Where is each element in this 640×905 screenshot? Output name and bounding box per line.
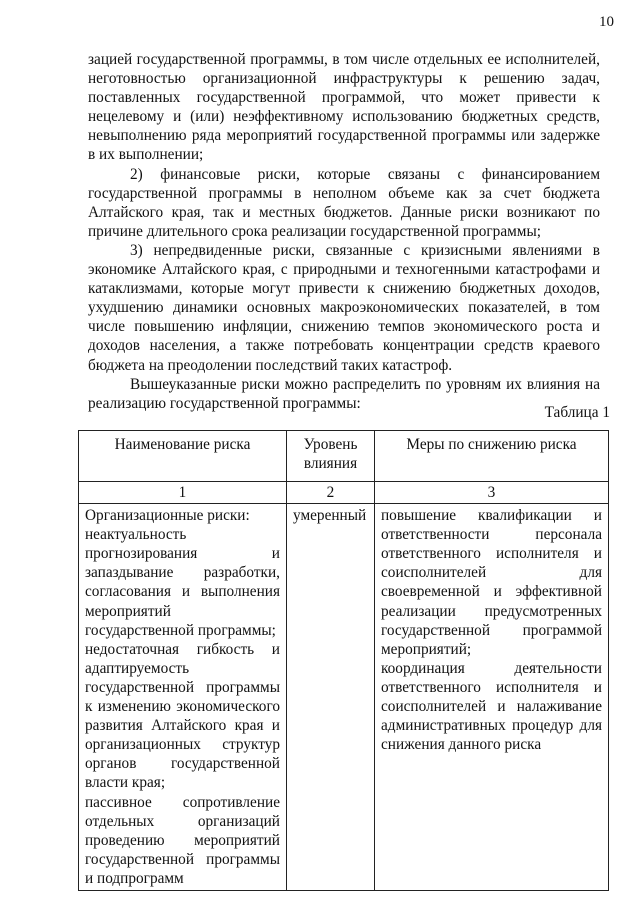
header-impact-level: Уровень влияния [287,431,375,482]
column-number-1: 1 [79,482,287,504]
paragraph-1: зацией государственной программы, в том числе отдельных ее исполнителей, неготовностью организационной инфраструктуры к решению задач, поставленных государственной программой, что может привести к нецелевому и (или) неэффективному использованию бюджетных средств, невыполнению ряда мероприятий государственной программы или задержке в их выполнении; [88,51,600,164]
risk-table [78,430,609,891]
paragraph-4: Вышеуказанные риски можно распределить по уровням их влияния на реализацию государственной программы: [88,375,600,412]
column-number-2: 2 [287,482,375,504]
table-row [79,504,609,891]
header-mitigation-measures: Меры по снижению риска [375,431,609,482]
risk-line: пассивное сопротивление отдельных организаций проведению мероприятий государственной программы и подпрограмм [85,793,280,887]
risk-line: недостаточная гибкость и адаптируемость государственной программы к изменению экономического развития Алтайского края и организационных структур органов государственной власти края; [85,640,280,792]
table-column-number-row [79,482,609,504]
paragraph-2: 2) финансовые риски, которые связаны с финансированием государственной программы в неполном объеме как за счет бюджета Алтайского края, так и местных бюджетов. Данные риски возникают по причине длительного срока реализации государственной программы; [88,165,600,240]
body-text [88,50,600,413]
measure-line: повышение квалификации и ответственности персонала ответственного исполнителя и соисполнителей для своевременной и эффективной реализации предусмотренных государственной программой мероприятий; [381,507,602,658]
table-header-row [79,431,609,482]
mitigation-measures-cell [375,504,609,891]
paragraph-3: 3) непредвиденные риски, связанные с кризисными явлениями в экономике Алтайского края, с природными и техногенными катастрофами и катаклизмами, которые могут привести к снижению бюджетных доходов, ухудшению динамики основных макроэкономических показателей, в том числе повышению инфляции, снижению темпов экономического роста и доходов населения, а также потребовать концентрации средств краевого бюджета на преодолении последствий таких катастроф. [88,241,600,374]
risk-line: Организационные риски: [85,507,250,525]
risk-line: неактуальность прогнозирования и запаздывание разработки, согласования и выполнения мероприятий государственной программы; [85,526,280,639]
risk-name-cell [79,504,287,891]
page-number: 10 [599,14,614,30]
measure-line: координация деятельности ответственного исполнителя и соисполнителей и налаживание административных процедур для снижения данного риска [381,659,602,754]
impact-level-cell: умеренный [287,504,375,891]
header-risk-name: Наименование риска [79,431,287,482]
column-number-3: 3 [375,482,609,504]
table-caption: Таблица 1 [544,404,610,421]
